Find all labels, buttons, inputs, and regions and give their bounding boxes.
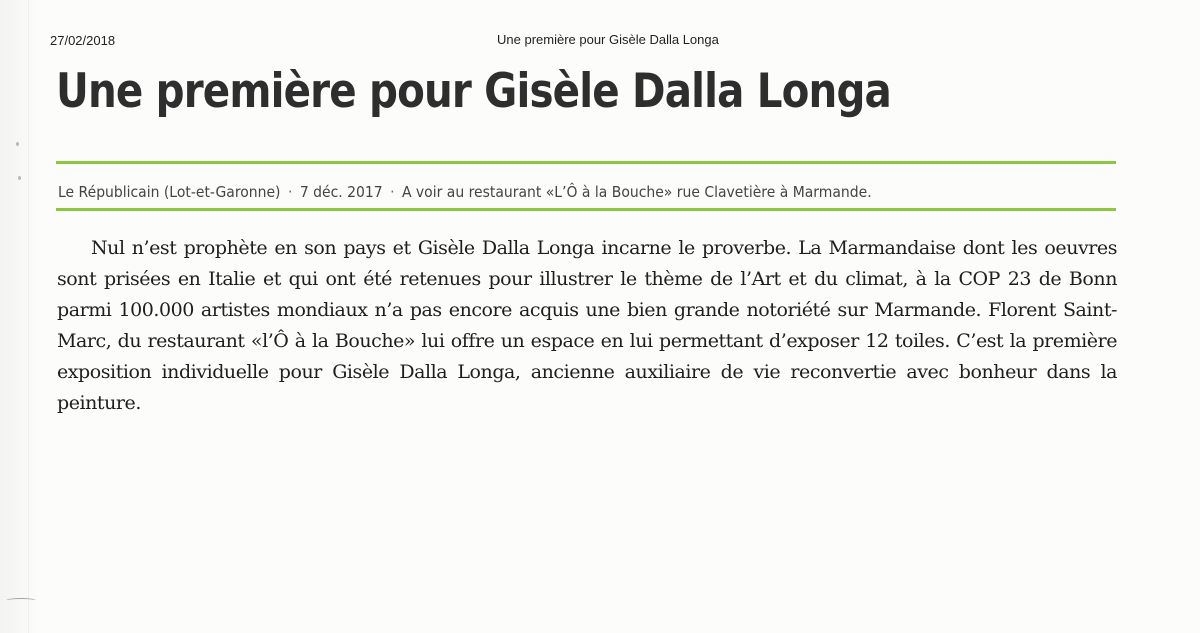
article-headline: Une première pour Gisèle Dalla Longa: [56, 64, 891, 119]
scan-speck: [16, 142, 19, 146]
print-header-title: Une première pour Gisèle Dalla Longa: [497, 32, 719, 47]
top-divider: [56, 161, 1116, 164]
bottom-divider: [56, 208, 1116, 211]
separator-dot: ·: [390, 183, 395, 201]
scan-speck: [18, 176, 21, 180]
article-source: Le Républicain (Lot-et-Garonne): [58, 183, 281, 201]
article-date: 7 déc. 2017: [299, 183, 383, 201]
article-meta: [58, 183, 872, 201]
separator-dot: ·: [287, 183, 293, 201]
article-body: Nul n’est prophète en son pays et Gisèle Dalla Longa incarne le proverbe. La Marmandaise dont les oeuvres sont prisées en Italie et qui ont été retenues pour illustrer le thème de l’Art et du climat, à la COP 23 de Bonn parmi 100.000 artistes mondiaux n’a pas encore acquis une bien grande notoriété sur Marmande. Florent Saint-Marc, du restaurant «l’Ô à la Bouche» lui offre un espace en lui permettant d’exposer 12 toiles. C’est la première exposition individuelle pour Gisèle Dalla Longa, ancienne auxiliaire de vie reconvertie avec bonheur dans la peinture.: [57, 237, 1117, 414]
print-date: 27/02/2018: [50, 33, 116, 48]
page-edge-shadow: [28, 0, 29, 633]
article-subtitle: A voir au restaurant «L’Ô à la Bouche» rue Clavetière à Marmande.: [401, 183, 872, 201]
scan-mark: [6, 598, 36, 603]
